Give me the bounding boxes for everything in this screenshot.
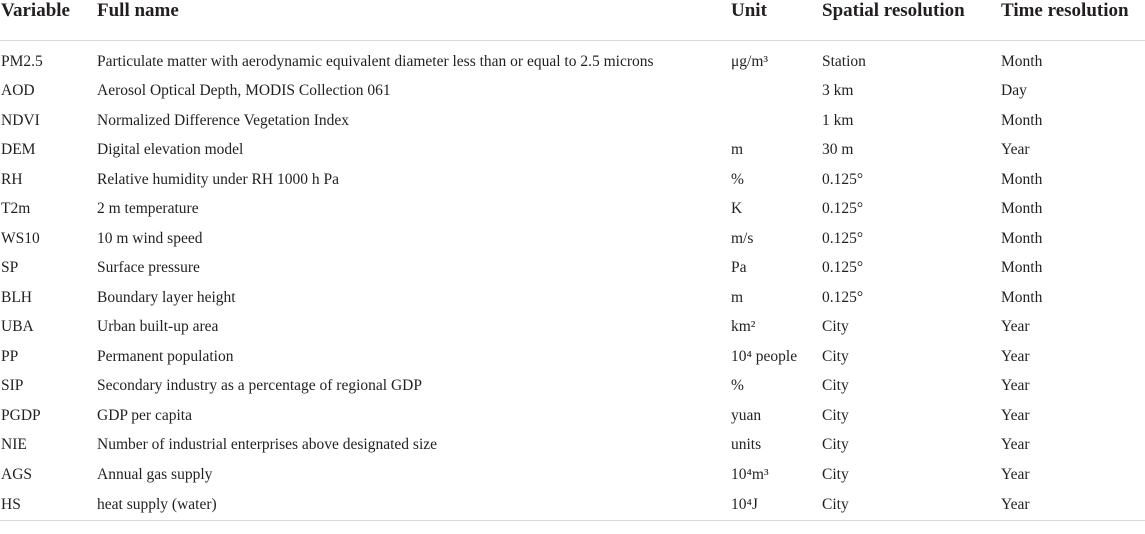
cell-time-resolution: Month: [1001, 111, 1043, 129]
cell-unit: %: [731, 170, 744, 188]
cell-time-resolution: Year: [1001, 377, 1030, 395]
cell-variable: AOD: [1, 82, 35, 100]
cell-time-resolution: Year: [1001, 465, 1030, 483]
cell-variable: PP: [1, 347, 19, 365]
cell-spatial-resolution: 1 km: [822, 111, 854, 129]
cell-spatial-resolution: 3 km: [822, 82, 854, 100]
cell-spatial-resolution: City: [822, 465, 849, 483]
cell-time-resolution: Month: [1001, 259, 1043, 277]
cell-time-resolution: Year: [1001, 436, 1030, 454]
cell-spatial-resolution: 30 m: [822, 141, 854, 159]
cell-unit: units: [731, 436, 762, 454]
cell-unit: [730, 77, 821, 107]
cell-time-resolution: Year: [1001, 141, 1030, 159]
table-row: [0, 431, 1145, 461]
cell-time-resolution: Month: [1001, 170, 1043, 188]
cell-full-name: 10 m wind speed: [97, 229, 203, 247]
cell-unit: m: [731, 288, 744, 306]
cell-unit: 10⁴m³: [731, 465, 769, 483]
table-row: [0, 106, 1145, 136]
cell-unit: m/s: [731, 229, 754, 247]
cell-variable: HS: [0, 490, 96, 521]
cell-variable: RH: [1, 170, 23, 188]
table-body: [0, 41, 1145, 521]
cell-variable: DEM: [1, 141, 36, 159]
cell-unit: yuan: [731, 406, 762, 424]
cell-unit: Pa: [731, 259, 747, 277]
cell-full-name: Annual gas supply: [97, 465, 213, 483]
cell-unit: 10⁴J: [730, 490, 821, 521]
cell-spatial-resolution: City: [822, 318, 849, 336]
cell-spatial-resolution: City: [822, 347, 849, 365]
table-header-row: [0, 0, 1145, 41]
cell-unit: km²: [731, 318, 756, 336]
table-row: [0, 254, 1145, 284]
cell-time-resolution: Month: [1001, 288, 1043, 306]
table-row: [0, 372, 1145, 402]
cell-time-resolution: Month: [1001, 52, 1043, 70]
cell-time-resolution: Year: [1000, 490, 1145, 521]
header-variable: Variable: [0, 0, 96, 41]
cell-full-name: Normalized Difference Vegetation Index: [97, 111, 350, 129]
cell-spatial-resolution: City: [821, 490, 1000, 521]
cell-variable: SP: [1, 259, 19, 277]
cell-time-resolution: Year: [1001, 318, 1030, 336]
cell-unit: 10⁴ people: [731, 347, 798, 365]
cell-full-name: Permanent population: [97, 347, 234, 365]
table-row: [0, 136, 1145, 166]
table-row: [0, 313, 1145, 343]
cell-time-resolution: Day: [1001, 82, 1027, 100]
cell-variable: AGS: [1, 465, 33, 483]
cell-full-name: GDP per capita: [97, 406, 192, 424]
cell-variable: PGDP: [1, 406, 41, 424]
cell-spatial-resolution: 0.125°: [822, 170, 864, 188]
table-row: [0, 401, 1145, 431]
cell-unit: K: [731, 200, 743, 218]
table-row: [0, 490, 1145, 521]
cell-time-resolution: Year: [1001, 406, 1030, 424]
header-spatial-resolution: Spatial resolution: [821, 0, 1000, 41]
cell-full-name: Boundary layer height: [97, 288, 236, 306]
header-time-resolution: Time resolution: [1000, 0, 1145, 41]
cell-unit: %: [731, 377, 744, 395]
table-row: [0, 460, 1145, 490]
table-row: [0, 224, 1145, 254]
cell-full-name: Number of industrial enterprises above designated size: [97, 436, 438, 454]
cell-variable: SIP: [1, 377, 24, 395]
cell-time-resolution: Month: [1001, 229, 1043, 247]
cell-variable: BLH: [1, 288, 32, 306]
table-row: [0, 165, 1145, 195]
cell-spatial-resolution: City: [822, 436, 849, 454]
cell-variable: WS10: [1, 229, 40, 247]
cell-spatial-resolution: Station: [822, 52, 866, 70]
cell-full-name: Surface pressure: [97, 259, 200, 277]
table-row: [0, 342, 1145, 372]
cell-full-name: Secondary industry as a percentage of regional GDP: [97, 377, 422, 395]
cell-spatial-resolution: City: [822, 406, 849, 424]
cell-full-name: 2 m temperature: [97, 200, 199, 218]
cell-unit: [730, 106, 821, 136]
header-unit: Unit: [730, 0, 821, 41]
cell-unit: μg/m³: [731, 52, 769, 70]
cell-spatial-resolution: City: [822, 377, 849, 395]
cell-variable: PM2.5: [1, 52, 43, 70]
cell-full-name: Urban built-up area: [97, 318, 219, 336]
cell-unit: m: [731, 141, 744, 159]
table-row: [0, 195, 1145, 225]
cell-variable: UBA: [1, 318, 34, 336]
cell-variable: T2m: [1, 200, 31, 218]
cell-full-name: heat supply (water): [96, 490, 730, 521]
cell-full-name: Digital elevation model: [97, 141, 244, 159]
cell-time-resolution: Month: [1001, 200, 1043, 218]
header-full-name: Full name: [96, 0, 730, 41]
cell-variable: NDVI: [1, 111, 40, 129]
table-row: [0, 77, 1145, 107]
cell-spatial-resolution: 0.125°: [822, 200, 864, 218]
cell-full-name: Aerosol Optical Depth, MODIS Collection 061: [97, 82, 391, 100]
cell-spatial-resolution: 0.125°: [822, 229, 864, 247]
cell-full-name: Particulate matter with aerodynamic equivalent diameter less than or equal to 2.5 microns: [97, 52, 654, 70]
cell-spatial-resolution: 0.125°: [822, 288, 864, 306]
cell-variable: NIE: [1, 436, 27, 454]
cell-spatial-resolution: 0.125°: [822, 259, 864, 277]
cell-time-resolution: Year: [1001, 347, 1030, 365]
cell-full-name: Relative humidity under RH 1000 h Pa: [97, 170, 339, 188]
table-row: [0, 283, 1145, 313]
table-row: [0, 41, 1145, 77]
